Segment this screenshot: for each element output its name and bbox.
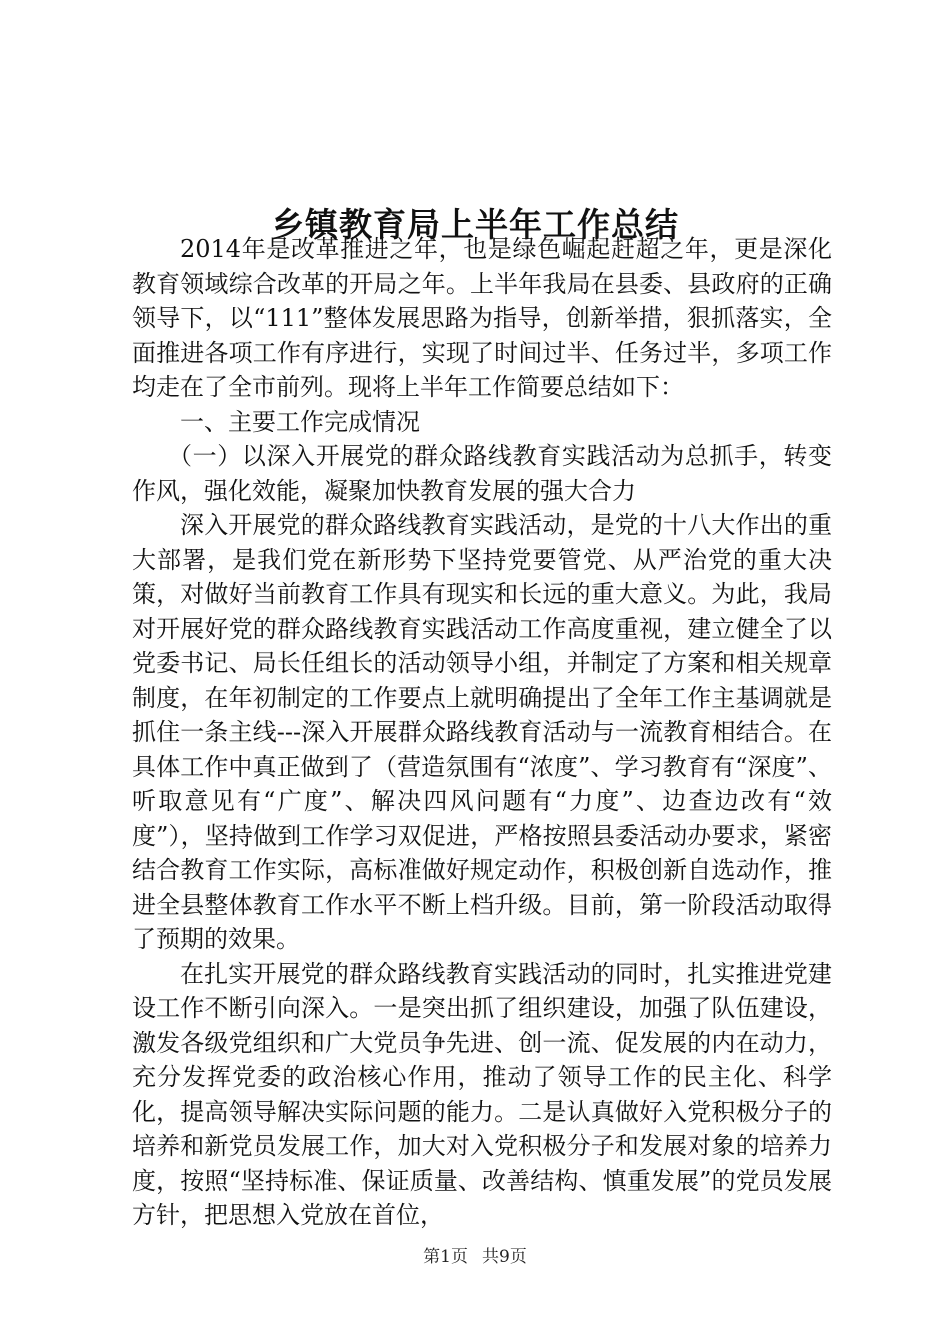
body-paragraph: 深入开展党的群众路线教育实践活动，是党的十八大作出的重大部署，是我们党在新形势下坚持党要管党、从严治党的重大决策，对做好当前教育工作具有现实和长远的重大意义。为此，我局对开展好党的群众路线教育实践活动工作高度重视，建立健全了以党委书记、局长任组长的活动领导小组，并制定了方案和相关规章制度，在年初制定的工作要点上就明确提出了全年工作主基调就是抓住一条主线---深入开展群众路线教育活动与一流教育相结合。在具体工作中真正做到了（营造氛围有“浓度”、学习教育有“深度”、听取意见有“广度”、解决四风问题有“力度”、边查边改有“效度”），坚持做到工作学习双促进，严格按照县委活动办要求，紧密结合教育工作实际，高标准做好规定动作，积极创新自选动作，推进全县整体教育工作水平不断上档升级。目前，第一阶段活动取得了预期的效果。 bbox=[132, 511, 832, 953]
document-body bbox=[132, 232, 832, 1233]
page-number: 第1页 bbox=[423, 1247, 468, 1267]
subsection-heading: （一）以深入开展党的群众路线教育实践活动为总抓手，转变作风，强化效能，凝聚加快教育发展的强大合力 bbox=[132, 442, 832, 505]
section-heading: 一、主要工作完成情况 bbox=[180, 407, 420, 436]
page-total: 共9页 bbox=[482, 1247, 527, 1267]
intro-paragraph: 2014年是改革推进之年，也是绿色崛起赶超之年，更是深化教育领域综合改革的开局之年。上半年我局在县委、县政府的正确领导下，以“111”整体发展思路为指导，创新举措，狠抓落实，全面推进各项工作有序进行，实现了时间过半、任务过半，多项工作均走在了全市前列。现将上半年工作简要总结如下： bbox=[132, 235, 832, 401]
page-footer bbox=[0, 1245, 950, 1269]
body-paragraph: 在扎实开展党的群众路线教育实践活动的同时，扎实推进党建设工作不断引向深入。一是突出抓了组织建设，加强了队伍建设，激发各级党组织和广大党员争先进、创一流、促发展的内在动力，充分发挥党委的政治核心作用，推动了领导工作的民主化、科学化，提高领导解决实际问题的能力。二是认真做好入党积极分子的培养和新党员发展工作，加大对入党积极分子和发展对象的培养力度，按照“坚持标准、保证质量、改善结构、慎重发展”的党员发展方针，把思想入党放在首位， bbox=[132, 959, 832, 1229]
document-title: 乡镇教育局上半年工作总结 bbox=[271, 205, 679, 245]
